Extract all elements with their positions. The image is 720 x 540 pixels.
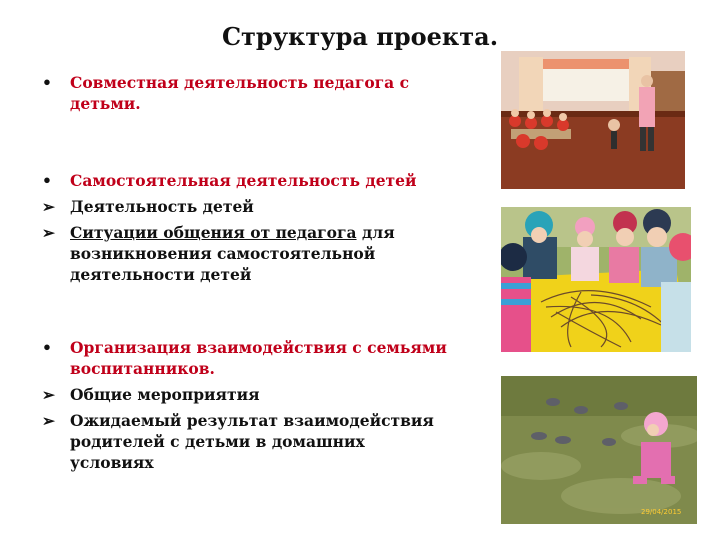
arrow-marker-icon: ➢ <box>42 411 55 430</box>
photo-date-stamp: 29/04/2015 <box>641 508 682 516</box>
arrow-item-text: Ожидаемый результат взаимодействия родителей с детьми в домашних условиях <box>70 411 434 472</box>
arrow-item-communication-situations <box>42 222 452 285</box>
slide-title: Структура проекта. <box>221 22 499 51</box>
underlined-text: Ситуации общения от педагога <box>70 223 357 242</box>
children-table-photo <box>501 207 691 352</box>
arrow-item-expected-result <box>42 410 452 473</box>
child-pigeons-photo <box>501 376 697 524</box>
bullet-independent-activity <box>42 170 452 191</box>
arrow-marker-icon: ➢ <box>42 223 55 242</box>
bullet-marker: • <box>42 338 52 357</box>
arrow-item-children-activity <box>42 196 452 217</box>
bullet-text: Организация взаимодействия с семьями воспитанников. <box>70 338 447 378</box>
arrow-marker-icon: ➢ <box>42 385 55 404</box>
bullet-marker: • <box>42 171 52 190</box>
bullet-list <box>42 72 452 473</box>
arrow-item-text: Общие мероприятия <box>70 385 260 404</box>
bullet-joint-activity <box>42 72 452 114</box>
bullet-text: Самостоятельная деятельность детей <box>70 171 417 190</box>
arrow-marker-icon: ➢ <box>42 197 55 216</box>
bullet-marker: • <box>42 73 52 92</box>
classroom-photo <box>501 51 685 189</box>
bullet-text: Совместная деятельность педагога с детьми. <box>70 73 410 113</box>
arrow-item-text: Деятельность детей <box>70 197 254 216</box>
arrow-item-text: для возникновения самостоятельной деятельности детей <box>70 223 395 284</box>
bullet-family-interaction <box>42 337 452 379</box>
arrow-item-joint-events <box>42 384 452 405</box>
